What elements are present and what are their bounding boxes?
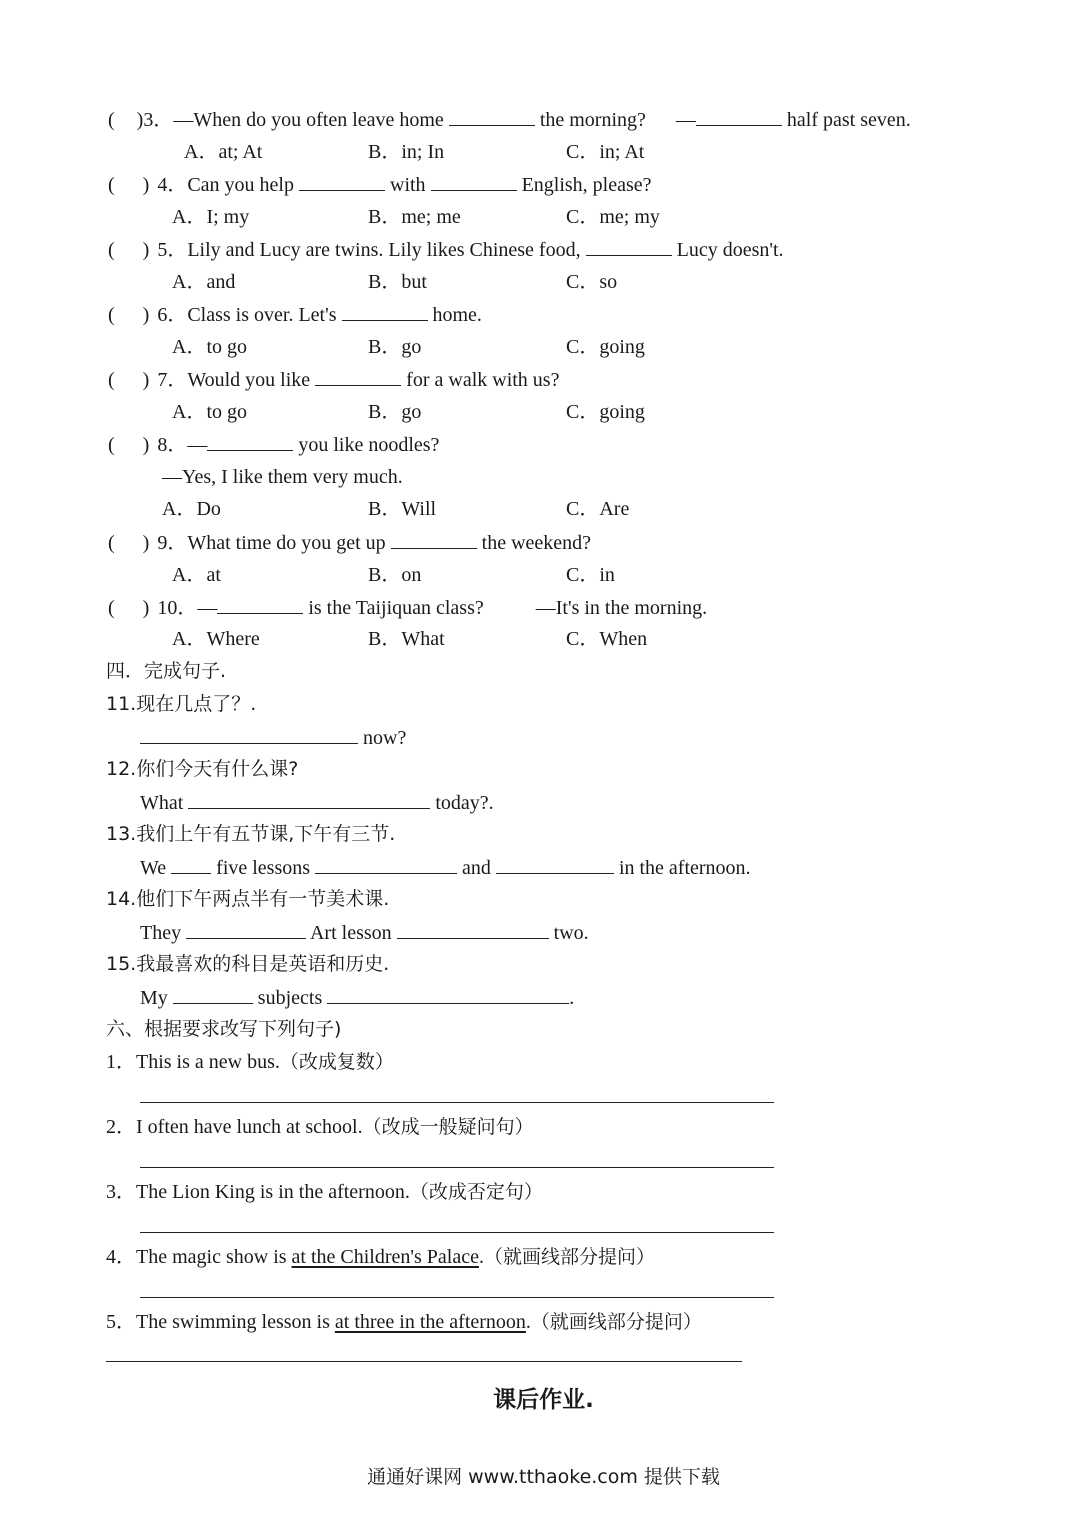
footer-text: 通通好课网 www.tthaoke.com 提供下载 <box>367 1466 720 1488</box>
option-c[interactable]: C．Are <box>566 498 630 520</box>
question-6: ( ) 6．Class is over. Let's home. <box>108 304 482 326</box>
answer-blank[interactable] <box>431 172 517 191</box>
answer-line[interactable] <box>106 1361 742 1362</box>
answer-line[interactable] <box>140 1232 774 1233</box>
sentence-13-chinese: 13.我们上午有五节课,下午有三节. <box>106 823 396 845</box>
answer-blank[interactable] <box>315 367 401 386</box>
option-a[interactable]: A．Do <box>162 498 221 520</box>
question-7: ( ) 7．Would you like for a walk with us? <box>108 369 560 391</box>
option-a[interactable]: A．to go <box>172 336 247 358</box>
question-8-answer: —Yes, I like them very much. <box>162 466 403 488</box>
question-8: ( ) 8．— you like noodles? <box>108 434 440 456</box>
option-c[interactable]: C．going <box>566 336 645 358</box>
rewrite-item-3: 3．The Lion King is in the afternoon.（改成否定句） <box>106 1181 543 1203</box>
answer-blank[interactable] <box>173 985 253 1004</box>
sentence-15-chinese: 15.我最喜欢的科目是英语和历史. <box>106 953 390 975</box>
option-c[interactable]: C．so <box>566 271 618 293</box>
answer-line[interactable] <box>140 1297 774 1298</box>
option-b[interactable]: B．in; In <box>368 141 445 163</box>
question-9: ( ) 9．What time do you get up the weekend? <box>108 532 592 554</box>
answer-blank[interactable] <box>586 237 672 256</box>
option-a[interactable]: A．at <box>172 564 221 586</box>
option-a[interactable]: A．at; At <box>184 141 263 163</box>
answer-blank[interactable] <box>449 107 535 126</box>
answer-blank[interactable] <box>315 855 457 874</box>
section-6-heading: 六、根据要求改写下列句子) <box>106 1018 342 1040</box>
option-c[interactable]: C．in; At <box>566 141 645 163</box>
sentence-11-english: now? <box>140 725 406 750</box>
option-b[interactable]: B．go <box>368 336 422 358</box>
answer-blank[interactable] <box>342 302 428 321</box>
answer-line[interactable] <box>140 1167 774 1168</box>
underlined-phrase: at three in the afternoon <box>334 1311 526 1333</box>
option-a[interactable]: A．and <box>172 271 236 293</box>
option-a[interactable]: A．I; my <box>172 206 250 228</box>
answer-line[interactable] <box>140 1102 774 1103</box>
rewrite-item-2: 2．I often have lunch at school.（改成一般疑问句） <box>106 1116 534 1138</box>
option-b[interactable]: B．me; me <box>368 206 461 228</box>
section-4-heading: 四．完成句子. <box>106 660 227 682</box>
answer-blank[interactable] <box>207 432 293 451</box>
option-c[interactable]: C．When <box>566 628 648 650</box>
question-5: ( ) 5．Lily and Lucy are twins. Lily likes Chinese food, Lucy doesn't. <box>108 239 784 261</box>
option-a[interactable]: A．to go <box>172 401 247 423</box>
sentence-11-chinese: 11.现在几点了？. <box>106 693 257 715</box>
homework-title: 课后作业. <box>493 1387 594 1413</box>
answer-blank[interactable] <box>217 595 303 614</box>
underlined-phrase: at the Children's Palace <box>291 1246 479 1268</box>
option-c[interactable]: C．going <box>566 401 645 423</box>
answer-blank[interactable] <box>327 985 569 1004</box>
sentence-13-english: We five lessons and in the afternoon. <box>140 857 751 879</box>
sentence-15-english: My subjects . <box>140 987 575 1009</box>
option-c[interactable]: C．me; my <box>566 206 660 228</box>
rewrite-item-1: 1．This is a new bus.（改成复数） <box>106 1051 394 1073</box>
answer-blank[interactable] <box>397 920 549 939</box>
question-3: ( )3．—When do you often leave home the morning? — half past seven. <box>108 109 911 131</box>
answer-blank[interactable] <box>140 725 358 744</box>
sentence-14-english: They Art lesson two. <box>140 922 589 944</box>
answer-blank[interactable] <box>496 855 614 874</box>
question-10: ( ) 10．— is the Taijiquan class? —It's in the morning. <box>108 597 708 619</box>
option-b[interactable]: B．but <box>368 271 427 293</box>
rewrite-item-5: 5．The swimming lesson is at three in the afternoon.（就画线部分提问） <box>106 1311 702 1333</box>
sentence-12-chinese: 12.你们今天有什么课? <box>106 758 299 780</box>
sentence-14-chinese: 14.他们下午两点半有一节美术课. <box>106 888 390 910</box>
option-c[interactable]: C．in <box>566 564 615 586</box>
option-a[interactable]: A．Where <box>172 628 260 650</box>
question-4: ( ) 4．Can you help with English, please? <box>108 174 652 196</box>
answer-blank[interactable] <box>186 920 306 939</box>
option-b[interactable]: B．What <box>368 628 445 650</box>
rewrite-item-4: 4．The magic show is at the Children's Palace.（就画线部分提问） <box>106 1246 655 1268</box>
answer-blank[interactable] <box>696 107 782 126</box>
option-b[interactable]: B．on <box>368 564 422 586</box>
option-b[interactable]: B．go <box>368 401 422 423</box>
sentence-12-english: What today?. <box>140 792 494 814</box>
answer-blank[interactable] <box>391 530 477 549</box>
answer-blank[interactable] <box>171 855 211 874</box>
answer-blank[interactable] <box>299 172 385 191</box>
answer-blank[interactable] <box>188 790 430 809</box>
option-b[interactable]: B．Will <box>368 498 437 520</box>
